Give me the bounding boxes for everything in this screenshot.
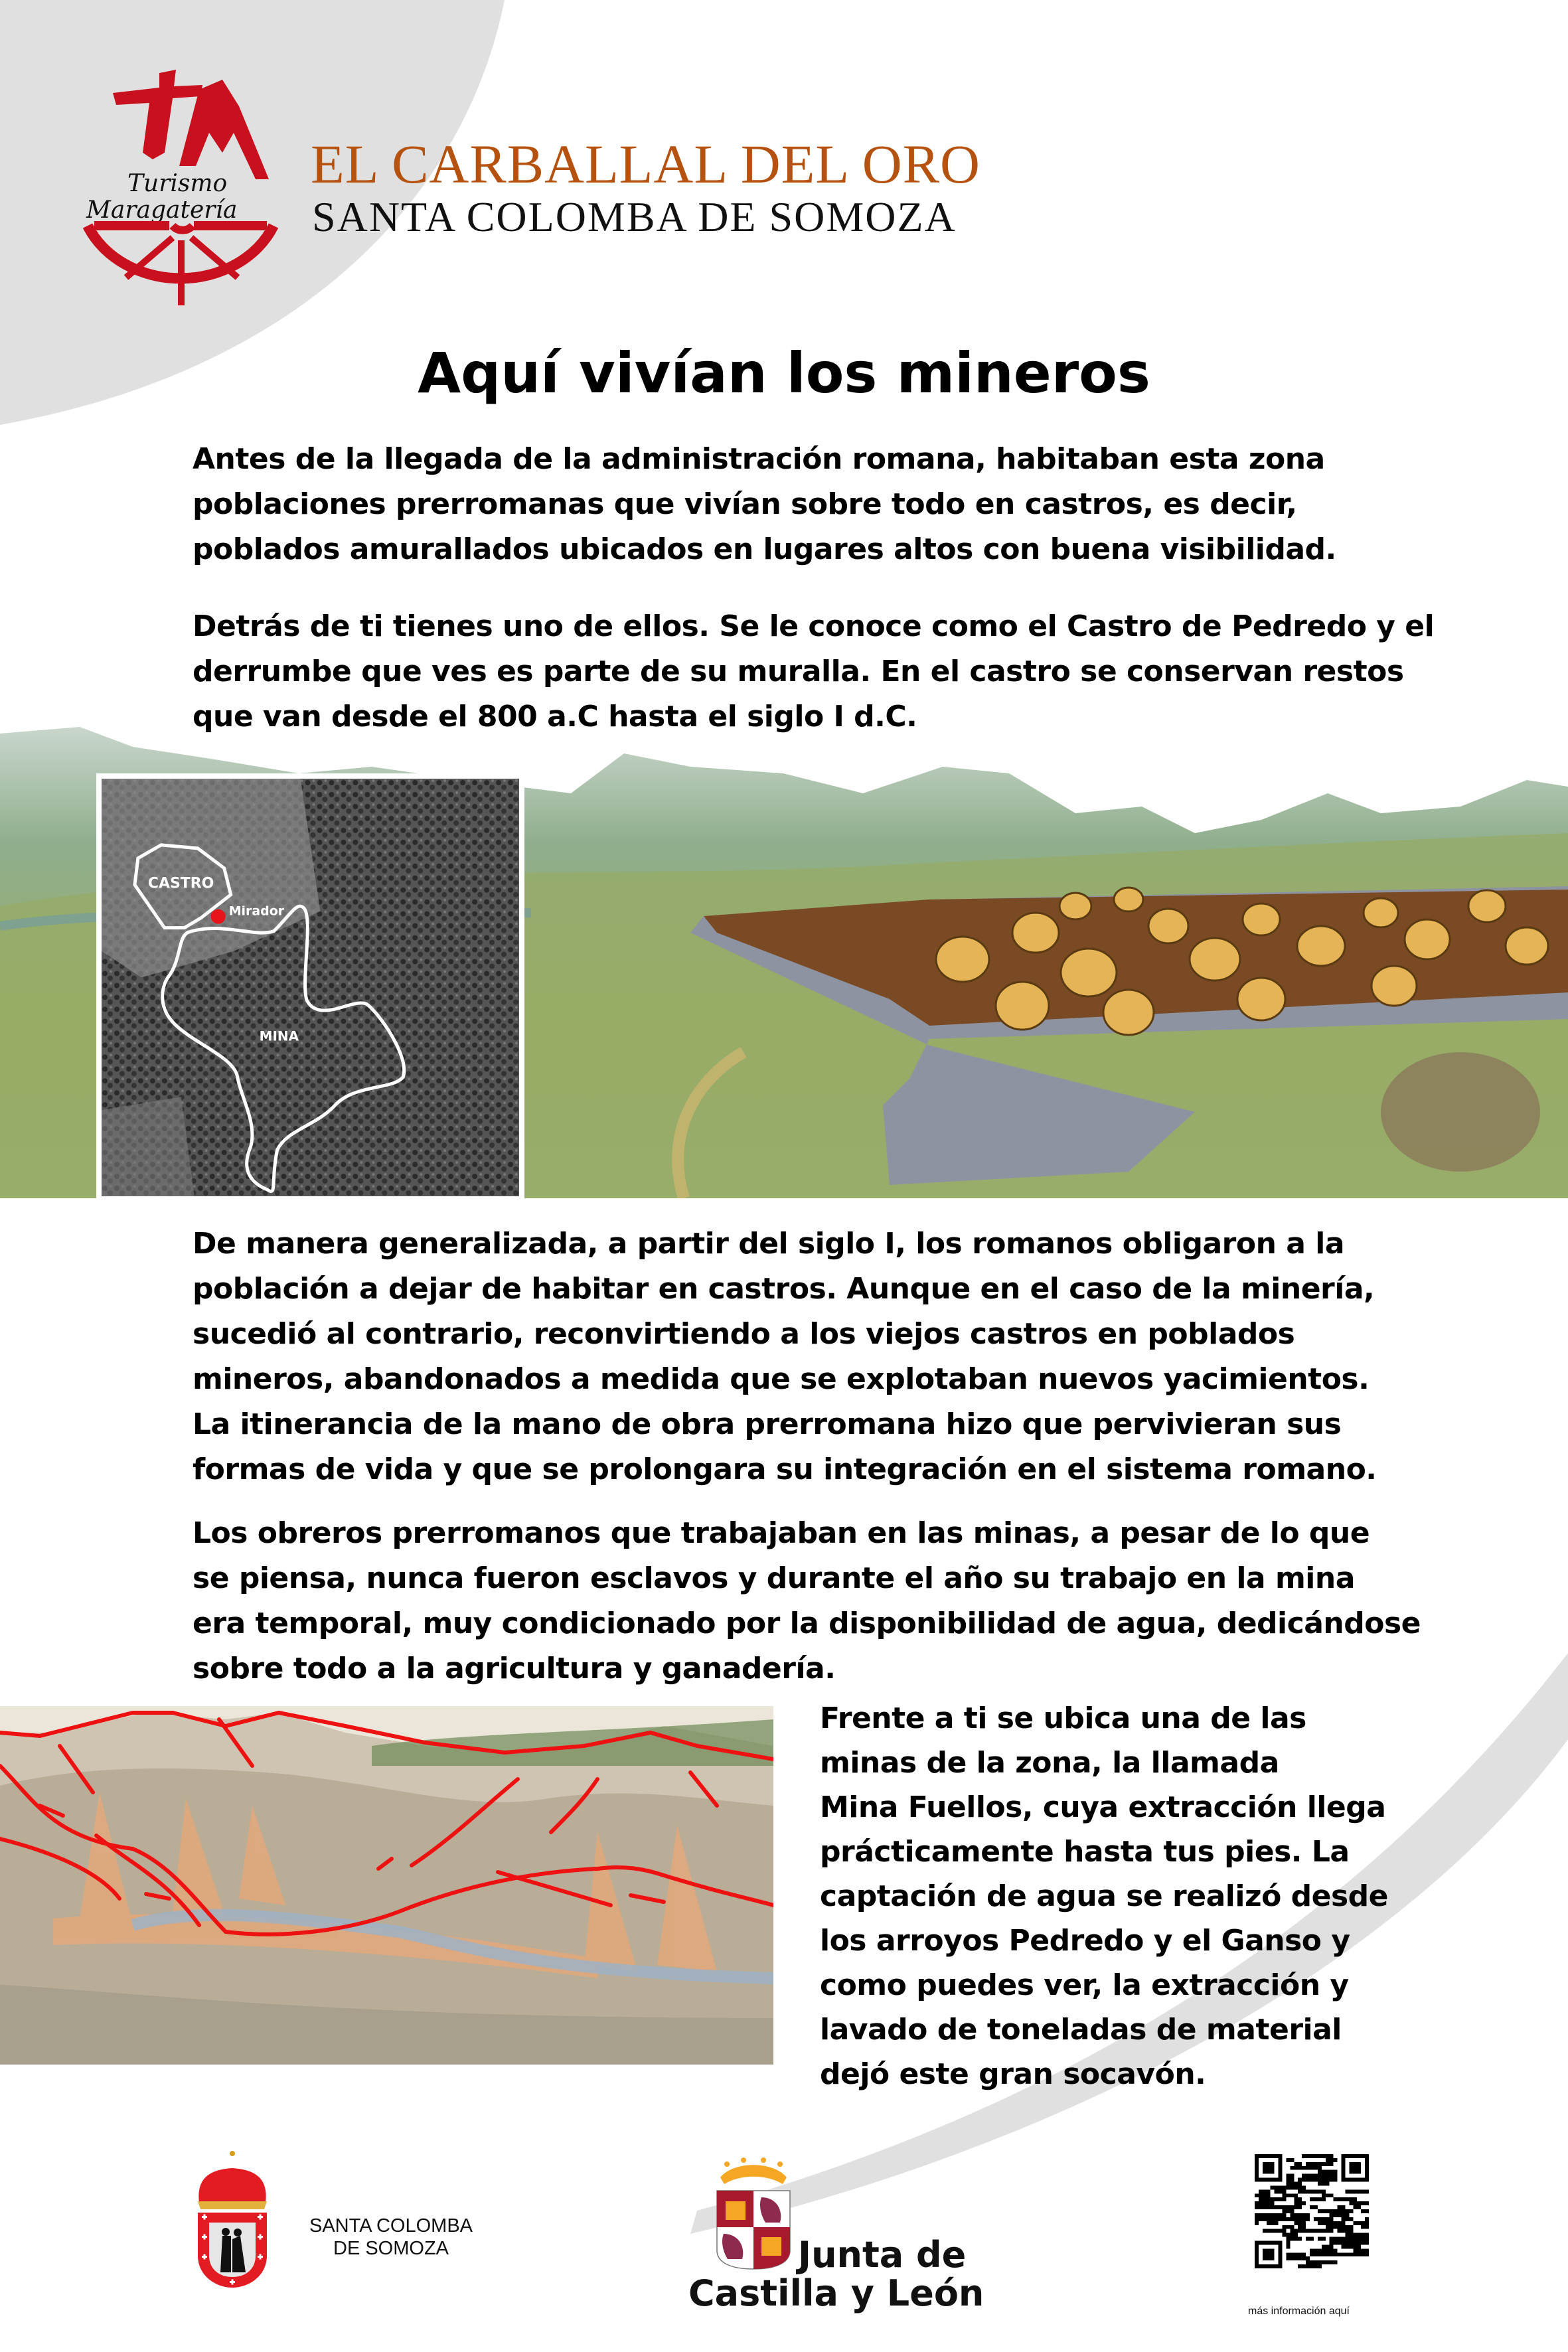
municipality-name-line1: SANTA COLOMBA <box>309 2215 473 2236</box>
text-line: que van desde el 800 a.C hasta el siglo I d.C. <box>193 700 917 734</box>
footer-qr <box>1248 2154 1407 2327</box>
aerial-map <box>96 773 524 1202</box>
text-line: Frente a ti se ubica una de las <box>820 1701 1306 1735</box>
text-line: Mina Fuellos, cuya extracción llega <box>820 1790 1386 1824</box>
junta-name-line2: Castilla y León <box>688 2272 984 2314</box>
text-line: captación de agua se realizó desde <box>820 1879 1388 1913</box>
tm-monogram-icon <box>113 70 269 179</box>
text-line: poblados amurallados ubicados en lugares altos con buena visibilidad. <box>193 532 1336 566</box>
text-line: era temporal, muy condicionado por la disponibilidad de agua, dedicándose <box>193 1607 1421 1640</box>
mina-label: MINA <box>259 1028 299 1044</box>
castilla-leon-coat-of-arms-icon <box>714 2157 793 2270</box>
paragraph-roman-policy <box>193 1221 1377 1492</box>
text-line: Antes de la llegada de la administración romana, habitaban esta zona <box>193 442 1325 476</box>
text-line: Los obreros prerromanos que trabajaban en las minas, a pesar de lo que <box>193 1516 1370 1550</box>
junta-name-line1: Junta de <box>798 2234 967 2276</box>
text-line: dejó este gran socavón. <box>820 2057 1206 2091</box>
footer-ayuntamiento <box>193 2150 538 2296</box>
logo-line2: Maragatería <box>86 196 238 224</box>
tree <box>1381 1052 1540 1172</box>
text-line: poblaciones prerromanas que vivían sobre todo en castros, es decir, <box>193 487 1297 521</box>
text-line: como puedes ver, la extracción y <box>820 1968 1349 2002</box>
cart-wheel-icon <box>88 226 274 305</box>
qr-code-icon[interactable] <box>1255 2154 1369 2268</box>
text-line: La itinerancia de la mano de obra prerromana hizo que pervivieran sus <box>193 1407 1342 1441</box>
text-line: se piensa, nunca fueron esclavos y durante el año su trabajo en la mina <box>193 1561 1355 1595</box>
text-line: población a dejar de habitar en castros. Aunque en el caso de la minería, <box>193 1272 1375 1306</box>
text-line: sobre todo a la agricultura y ganadería. <box>193 1652 836 1686</box>
text-line: lavado de toneladas de material <box>820 2013 1342 2047</box>
text-line: minas de la zona, la llamada <box>820 1746 1279 1780</box>
text-line: los arroyos Pedredo y el Ganso y <box>820 1924 1350 1958</box>
castro-label: CASTRO <box>147 875 214 892</box>
text-line: De manera generalizada, a partir del siglo I, los romanos obligaron a la <box>193 1227 1345 1261</box>
text-line: mineros, abandonados a medida que se explotaban nuevos yacimientos. <box>193 1362 1370 1396</box>
page-title: Aquí vivían los mineros <box>418 341 1150 406</box>
text-line: prácticamente hasta tus pies. La <box>820 1835 1350 1869</box>
mina-fuellos-illustration <box>0 1706 773 2065</box>
paragraph-workers <box>193 1511 1421 1691</box>
mirador-label: Mirador <box>228 903 285 919</box>
intro-paragraph-castros <box>193 437 1336 572</box>
paragraph-mina-fuellos <box>820 1696 1388 2096</box>
text-line: Detrás de ti tienes uno de ellos. Se le conoce como el Castro de Pedredo y el <box>193 609 1435 643</box>
turismo-maragateria-logo <box>80 66 299 312</box>
text-line: sucedió al contrario, reconvirtiendo a los viejos castros en poblados <box>193 1317 1295 1351</box>
municipal-coat-of-arms-icon <box>193 2150 272 2289</box>
site-title: EL CARBALLAL DEL ORO <box>311 133 980 195</box>
municipality-name <box>309 2215 473 2260</box>
logo-line1: Turismo <box>127 170 228 197</box>
site-subtitle: SANTA COLOMBA DE SOMOZA <box>312 193 957 240</box>
text-line: formas de vida y que se prolongara su integración en el sistema romano. <box>193 1452 1377 1486</box>
qr-caption: más información aquí <box>1248 2306 1350 2317</box>
text-line: derrumbe que ves es parte de su muralla. En el castro se conservan restos <box>193 655 1404 688</box>
footer-junta-castilla-leon <box>684 2157 984 2330</box>
mirador-marker <box>211 909 226 924</box>
municipality-name-line2: DE SOMOZA <box>333 2238 449 2259</box>
